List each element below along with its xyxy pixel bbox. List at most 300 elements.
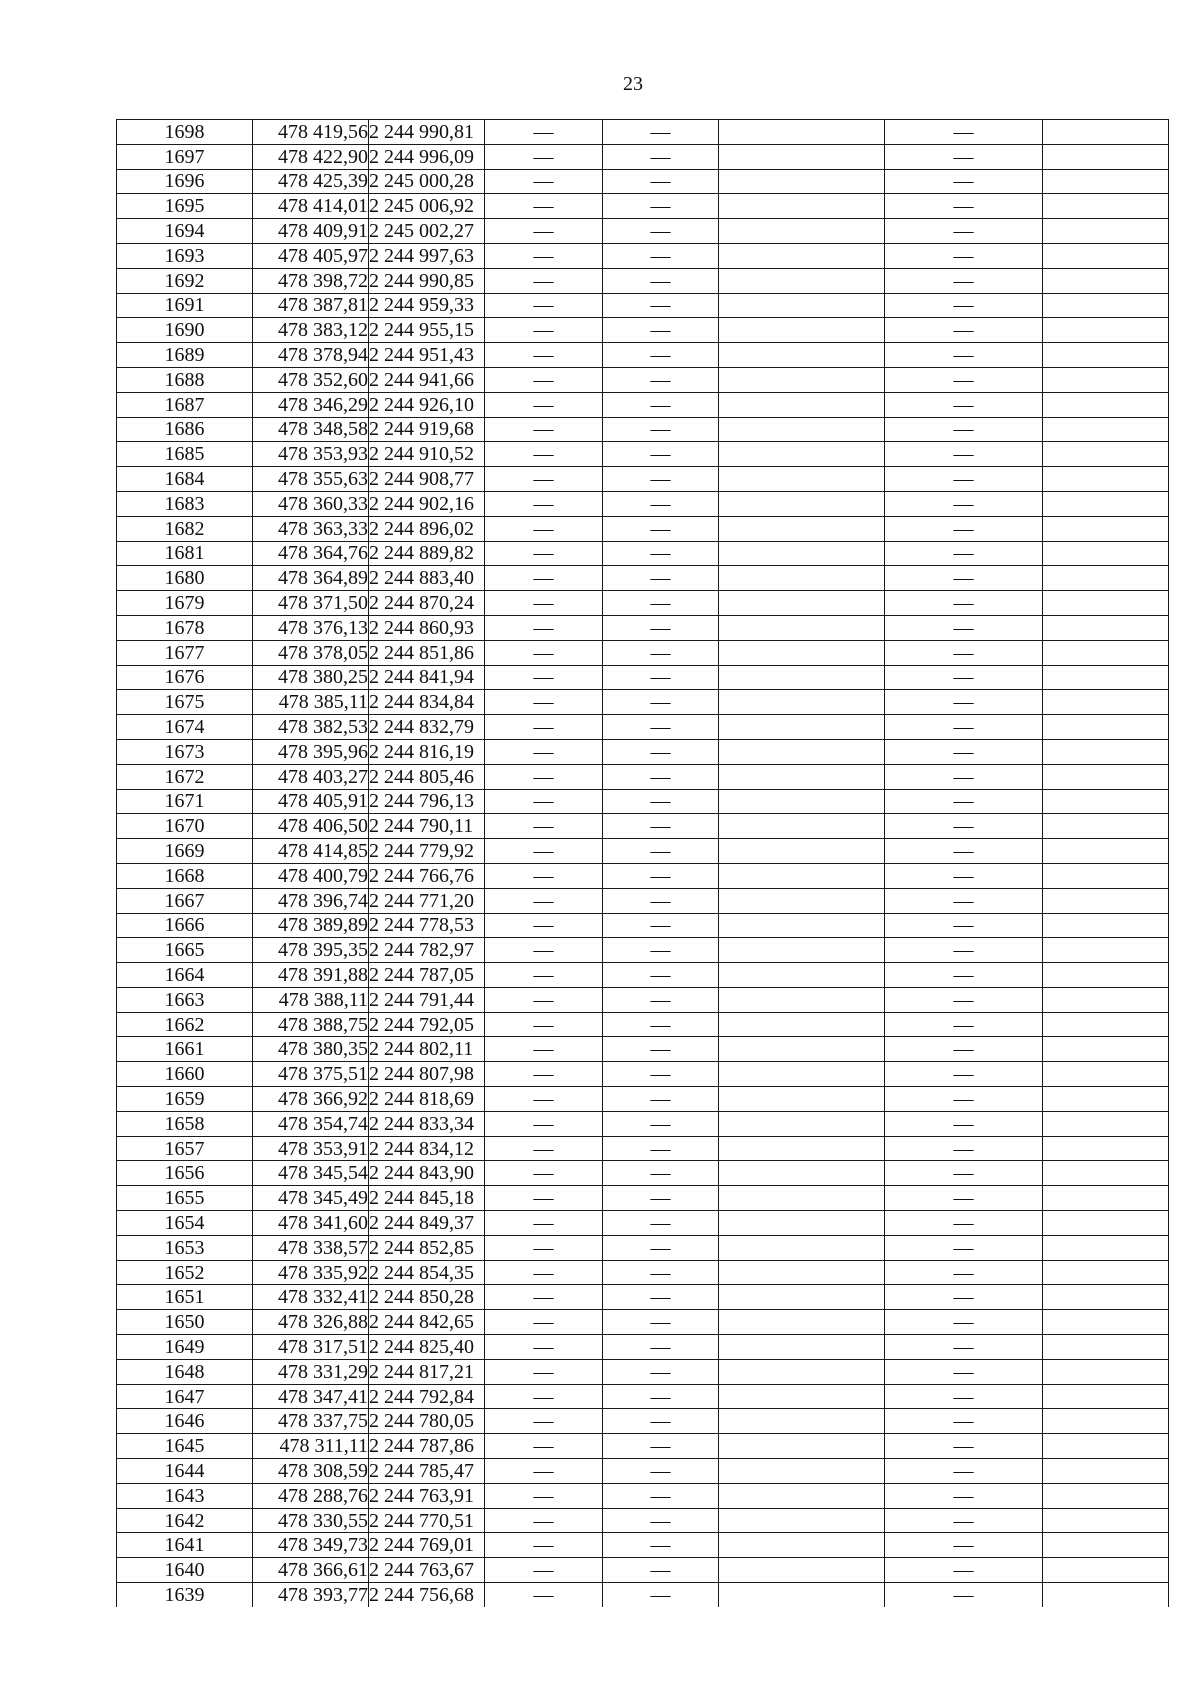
table-row <box>117 1558 1169 1583</box>
empty-cell <box>1043 442 1169 467</box>
x-coordinate-cell: 478 345,54 <box>253 1161 369 1186</box>
dash-cell: — <box>885 1583 1043 1607</box>
dash-cell: — <box>485 243 603 268</box>
x-coordinate-cell: 478 425,39 <box>253 169 369 194</box>
empty-cell <box>719 367 885 392</box>
empty-cell <box>719 442 885 467</box>
y-coordinate-cell: 2 244 854,35 <box>369 1260 485 1285</box>
dash-cell: — <box>485 615 603 640</box>
dash-cell: — <box>603 1285 719 1310</box>
empty-cell <box>1043 194 1169 219</box>
y-coordinate-cell: 2 244 919,68 <box>369 417 485 442</box>
dash-cell: — <box>485 194 603 219</box>
y-coordinate-cell: 2 244 825,40 <box>369 1335 485 1360</box>
table-row <box>117 1384 1169 1409</box>
empty-cell <box>719 516 885 541</box>
empty-cell <box>1043 293 1169 318</box>
y-coordinate-cell: 2 244 780,05 <box>369 1409 485 1434</box>
table-row <box>117 516 1169 541</box>
dash-cell: — <box>885 938 1043 963</box>
dash-cell: — <box>485 987 603 1012</box>
x-coordinate-cell: 478 382,53 <box>253 715 369 740</box>
point-number-cell: 1643 <box>117 1483 253 1508</box>
dash-cell: — <box>485 839 603 864</box>
point-number-cell: 1689 <box>117 343 253 368</box>
y-coordinate-cell: 2 244 833,34 <box>369 1111 485 1136</box>
dash-cell: — <box>885 1459 1043 1484</box>
x-coordinate-cell: 478 352,60 <box>253 367 369 392</box>
y-coordinate-cell: 2 244 792,84 <box>369 1384 485 1409</box>
y-coordinate-cell: 2 244 778,53 <box>369 913 485 938</box>
table-row <box>117 1434 1169 1459</box>
dash-cell: — <box>485 1285 603 1310</box>
y-coordinate-cell: 2 244 763,67 <box>369 1558 485 1583</box>
empty-cell <box>719 1359 885 1384</box>
point-number-cell: 1667 <box>117 888 253 913</box>
dash-cell: — <box>603 640 719 665</box>
dash-cell: — <box>885 541 1043 566</box>
dash-cell: — <box>885 1037 1043 1062</box>
x-coordinate-cell: 478 378,05 <box>253 640 369 665</box>
x-coordinate-cell: 478 398,72 <box>253 268 369 293</box>
y-coordinate-cell: 2 244 802,11 <box>369 1037 485 1062</box>
dash-cell: — <box>485 591 603 616</box>
x-coordinate-cell: 478 311,11 <box>253 1434 369 1459</box>
empty-cell <box>719 268 885 293</box>
table-row <box>117 318 1169 343</box>
dash-cell: — <box>885 1483 1043 1508</box>
point-number-cell: 1644 <box>117 1459 253 1484</box>
empty-cell <box>1043 1235 1169 1260</box>
dash-cell: — <box>603 665 719 690</box>
dash-cell: — <box>885 1260 1043 1285</box>
point-number-cell: 1649 <box>117 1335 253 1360</box>
x-coordinate-cell: 478 396,74 <box>253 888 369 913</box>
point-number-cell: 1676 <box>117 665 253 690</box>
x-coordinate-cell: 478 414,85 <box>253 839 369 864</box>
dash-cell: — <box>885 169 1043 194</box>
dash-cell: — <box>485 169 603 194</box>
x-coordinate-cell: 478 395,96 <box>253 739 369 764</box>
x-coordinate-cell: 478 317,51 <box>253 1335 369 1360</box>
empty-cell <box>1043 541 1169 566</box>
table-row <box>117 888 1169 913</box>
empty-cell <box>719 963 885 988</box>
point-number-cell: 1693 <box>117 243 253 268</box>
y-coordinate-cell: 2 244 941,66 <box>369 367 485 392</box>
empty-cell <box>1043 392 1169 417</box>
empty-cell <box>719 1062 885 1087</box>
dash-cell: — <box>885 863 1043 888</box>
table-row <box>117 665 1169 690</box>
y-coordinate-cell: 2 244 842,65 <box>369 1310 485 1335</box>
empty-cell <box>719 938 885 963</box>
dash-cell: — <box>485 665 603 690</box>
point-number-cell: 1691 <box>117 293 253 318</box>
dash-cell: — <box>603 318 719 343</box>
table-row <box>117 343 1169 368</box>
dash-cell: — <box>885 367 1043 392</box>
dash-cell: — <box>603 491 719 516</box>
table-row <box>117 814 1169 839</box>
y-coordinate-cell: 2 244 926,10 <box>369 392 485 417</box>
empty-cell <box>1043 144 1169 169</box>
point-number-cell: 1640 <box>117 1558 253 1583</box>
empty-cell <box>719 120 885 145</box>
empty-cell <box>719 839 885 864</box>
dash-cell: — <box>485 764 603 789</box>
empty-cell <box>719 1136 885 1161</box>
dash-cell: — <box>885 1087 1043 1112</box>
x-coordinate-cell: 478 360,33 <box>253 491 369 516</box>
point-number-cell: 1686 <box>117 417 253 442</box>
y-coordinate-cell: 2 244 902,16 <box>369 491 485 516</box>
dash-cell: — <box>885 392 1043 417</box>
y-coordinate-cell: 2 244 807,98 <box>369 1062 485 1087</box>
empty-cell <box>719 739 885 764</box>
dash-cell: — <box>603 1434 719 1459</box>
empty-cell <box>719 243 885 268</box>
point-number-cell: 1664 <box>117 963 253 988</box>
empty-cell <box>1043 318 1169 343</box>
empty-cell <box>1043 789 1169 814</box>
table-row <box>117 863 1169 888</box>
dash-cell: — <box>603 913 719 938</box>
x-coordinate-cell: 478 419,56 <box>253 120 369 145</box>
x-coordinate-cell: 478 353,93 <box>253 442 369 467</box>
y-coordinate-cell: 2 244 805,46 <box>369 764 485 789</box>
table-row <box>117 1459 1169 1484</box>
dash-cell: — <box>485 789 603 814</box>
point-number-cell: 1663 <box>117 987 253 1012</box>
x-coordinate-cell: 478 385,11 <box>253 690 369 715</box>
x-coordinate-cell: 478 388,11 <box>253 987 369 1012</box>
empty-cell <box>719 1459 885 1484</box>
table-row <box>117 1583 1169 1607</box>
dash-cell: — <box>603 715 719 740</box>
empty-cell <box>719 293 885 318</box>
empty-cell <box>719 318 885 343</box>
dash-cell: — <box>485 1359 603 1384</box>
y-coordinate-cell: 2 244 841,94 <box>369 665 485 690</box>
dash-cell: — <box>485 913 603 938</box>
empty-cell <box>1043 1087 1169 1112</box>
point-number-cell: 1684 <box>117 467 253 492</box>
dash-cell: — <box>603 690 719 715</box>
x-coordinate-cell: 478 348,58 <box>253 417 369 442</box>
dash-cell: — <box>485 1483 603 1508</box>
empty-cell <box>1043 417 1169 442</box>
empty-cell <box>1043 1409 1169 1434</box>
dash-cell: — <box>603 938 719 963</box>
dash-cell: — <box>885 467 1043 492</box>
table-row <box>117 913 1169 938</box>
x-coordinate-cell: 478 363,33 <box>253 516 369 541</box>
empty-cell <box>719 1211 885 1236</box>
x-coordinate-cell: 478 364,76 <box>253 541 369 566</box>
empty-cell <box>719 1161 885 1186</box>
dash-cell: — <box>603 1235 719 1260</box>
x-coordinate-cell: 478 403,27 <box>253 764 369 789</box>
x-coordinate-cell: 478 335,92 <box>253 1260 369 1285</box>
empty-cell <box>1043 1335 1169 1360</box>
empty-cell <box>719 1186 885 1211</box>
empty-cell <box>1043 690 1169 715</box>
empty-cell <box>1043 715 1169 740</box>
y-coordinate-cell: 2 244 818,69 <box>369 1087 485 1112</box>
table-row <box>117 640 1169 665</box>
dash-cell: — <box>485 938 603 963</box>
table-row <box>117 1359 1169 1384</box>
x-coordinate-cell: 478 326,88 <box>253 1310 369 1335</box>
empty-cell <box>1043 1211 1169 1236</box>
empty-cell <box>719 219 885 244</box>
table-row <box>117 739 1169 764</box>
x-coordinate-cell: 478 405,97 <box>253 243 369 268</box>
x-coordinate-cell: 478 349,73 <box>253 1533 369 1558</box>
dash-cell: — <box>603 789 719 814</box>
empty-cell <box>1043 1558 1169 1583</box>
table-row <box>117 268 1169 293</box>
x-coordinate-cell: 478 400,79 <box>253 863 369 888</box>
y-coordinate-cell: 2 244 959,33 <box>369 293 485 318</box>
y-coordinate-cell: 2 244 792,05 <box>369 1012 485 1037</box>
empty-cell <box>719 987 885 1012</box>
table-row <box>117 764 1169 789</box>
y-coordinate-cell: 2 244 990,85 <box>369 268 485 293</box>
dash-cell: — <box>603 1087 719 1112</box>
x-coordinate-cell: 478 378,94 <box>253 343 369 368</box>
x-coordinate-cell: 478 371,50 <box>253 591 369 616</box>
y-coordinate-cell: 2 244 843,90 <box>369 1161 485 1186</box>
table-row <box>117 243 1169 268</box>
dash-cell: — <box>603 1483 719 1508</box>
dash-cell: — <box>485 1111 603 1136</box>
dash-cell: — <box>485 1310 603 1335</box>
dash-cell: — <box>485 1136 603 1161</box>
dash-cell: — <box>485 467 603 492</box>
empty-cell <box>719 144 885 169</box>
y-coordinate-cell: 2 244 908,77 <box>369 467 485 492</box>
table-row <box>117 1483 1169 1508</box>
dash-cell: — <box>885 417 1043 442</box>
dash-cell: — <box>885 1558 1043 1583</box>
y-coordinate-cell: 2 244 779,92 <box>369 839 485 864</box>
x-coordinate-cell: 478 391,88 <box>253 963 369 988</box>
x-coordinate-cell: 478 308,59 <box>253 1459 369 1484</box>
empty-cell <box>719 1483 885 1508</box>
empty-cell <box>1043 243 1169 268</box>
empty-cell <box>719 1533 885 1558</box>
empty-cell <box>1043 640 1169 665</box>
empty-cell <box>719 640 885 665</box>
y-coordinate-cell: 2 244 791,44 <box>369 987 485 1012</box>
coordinates-table <box>116 119 1169 1607</box>
dash-cell: — <box>885 268 1043 293</box>
dash-cell: — <box>885 120 1043 145</box>
dash-cell: — <box>603 1409 719 1434</box>
dash-cell: — <box>603 467 719 492</box>
y-coordinate-cell: 2 244 851,86 <box>369 640 485 665</box>
table-row <box>117 293 1169 318</box>
dash-cell: — <box>485 367 603 392</box>
table-row <box>117 1037 1169 1062</box>
y-coordinate-cell: 2 244 790,11 <box>369 814 485 839</box>
table-row <box>117 1186 1169 1211</box>
dash-cell: — <box>885 814 1043 839</box>
dash-cell: — <box>885 913 1043 938</box>
point-number-cell: 1692 <box>117 268 253 293</box>
table-row <box>117 1211 1169 1236</box>
point-number-cell: 1679 <box>117 591 253 616</box>
point-number-cell: 1685 <box>117 442 253 467</box>
y-coordinate-cell: 2 244 845,18 <box>369 1186 485 1211</box>
empty-cell <box>1043 1260 1169 1285</box>
y-coordinate-cell: 2 244 870,24 <box>369 591 485 616</box>
point-number-cell: 1654 <box>117 1211 253 1236</box>
point-number-cell: 1672 <box>117 764 253 789</box>
empty-cell <box>1043 1583 1169 1607</box>
x-coordinate-cell: 478 337,75 <box>253 1409 369 1434</box>
dash-cell: — <box>485 1062 603 1087</box>
y-coordinate-cell: 2 244 832,79 <box>369 715 485 740</box>
dash-cell: — <box>485 541 603 566</box>
empty-cell <box>1043 1459 1169 1484</box>
y-coordinate-cell: 2 244 896,02 <box>369 516 485 541</box>
empty-cell <box>1043 1285 1169 1310</box>
table-row <box>117 987 1169 1012</box>
dash-cell: — <box>485 1583 603 1607</box>
dash-cell: — <box>603 219 719 244</box>
table-row <box>117 789 1169 814</box>
dash-cell: — <box>603 963 719 988</box>
y-coordinate-cell: 2 244 771,20 <box>369 888 485 913</box>
x-coordinate-cell: 478 389,89 <box>253 913 369 938</box>
dash-cell: — <box>603 1359 719 1384</box>
table-row <box>117 715 1169 740</box>
dash-cell: — <box>885 764 1043 789</box>
dash-cell: — <box>485 392 603 417</box>
dash-cell: — <box>885 1161 1043 1186</box>
dash-cell: — <box>885 516 1043 541</box>
empty-cell <box>1043 888 1169 913</box>
empty-cell <box>719 541 885 566</box>
point-number-cell: 1660 <box>117 1062 253 1087</box>
point-number-cell: 1651 <box>117 1285 253 1310</box>
dash-cell: — <box>885 1508 1043 1533</box>
empty-cell <box>1043 1037 1169 1062</box>
empty-cell <box>719 1260 885 1285</box>
y-coordinate-cell: 2 244 817,21 <box>369 1359 485 1384</box>
dash-cell: — <box>603 1310 719 1335</box>
point-number-cell: 1642 <box>117 1508 253 1533</box>
point-number-cell: 1648 <box>117 1359 253 1384</box>
dash-cell: — <box>603 392 719 417</box>
empty-cell <box>719 467 885 492</box>
dash-cell: — <box>885 1359 1043 1384</box>
dash-cell: — <box>603 367 719 392</box>
dash-cell: — <box>603 169 719 194</box>
y-coordinate-cell: 2 244 763,91 <box>369 1483 485 1508</box>
dash-cell: — <box>485 293 603 318</box>
point-number-cell: 1696 <box>117 169 253 194</box>
empty-cell <box>719 690 885 715</box>
empty-cell <box>1043 367 1169 392</box>
empty-cell <box>1043 764 1169 789</box>
point-number-cell: 1653 <box>117 1235 253 1260</box>
empty-cell <box>719 1087 885 1112</box>
dash-cell: — <box>485 1459 603 1484</box>
dash-cell: — <box>485 566 603 591</box>
x-coordinate-cell: 478 375,51 <box>253 1062 369 1087</box>
x-coordinate-cell: 478 406,50 <box>253 814 369 839</box>
empty-cell <box>719 888 885 913</box>
page-number: 23 <box>623 73 643 95</box>
empty-cell <box>719 1235 885 1260</box>
dash-cell: — <box>485 739 603 764</box>
point-number-cell: 1658 <box>117 1111 253 1136</box>
point-number-cell: 1680 <box>117 566 253 591</box>
empty-cell <box>719 491 885 516</box>
dash-cell: — <box>603 1161 719 1186</box>
dash-cell: — <box>485 417 603 442</box>
dash-cell: — <box>603 442 719 467</box>
dash-cell: — <box>603 764 719 789</box>
empty-cell <box>1043 863 1169 888</box>
dash-cell: — <box>885 665 1043 690</box>
dash-cell: — <box>885 987 1043 1012</box>
dash-cell: — <box>885 491 1043 516</box>
y-coordinate-cell: 2 244 769,01 <box>369 1533 485 1558</box>
table-row <box>117 839 1169 864</box>
empty-cell <box>719 591 885 616</box>
empty-cell <box>719 1508 885 1533</box>
empty-cell <box>1043 1310 1169 1335</box>
empty-cell <box>1043 1384 1169 1409</box>
dash-cell: — <box>885 1434 1043 1459</box>
table-row <box>117 1533 1169 1558</box>
dash-cell: — <box>603 566 719 591</box>
dash-cell: — <box>485 1087 603 1112</box>
y-coordinate-cell: 2 244 787,86 <box>369 1434 485 1459</box>
dash-cell: — <box>603 1062 719 1087</box>
x-coordinate-cell: 478 366,92 <box>253 1087 369 1112</box>
point-number-cell: 1674 <box>117 715 253 740</box>
point-number-cell: 1646 <box>117 1409 253 1434</box>
dash-cell: — <box>603 1533 719 1558</box>
dash-cell: — <box>885 566 1043 591</box>
dash-cell: — <box>603 863 719 888</box>
empty-cell <box>719 863 885 888</box>
dash-cell: — <box>603 268 719 293</box>
dash-cell: — <box>885 293 1043 318</box>
dash-cell: — <box>603 1508 719 1533</box>
empty-cell <box>1043 1186 1169 1211</box>
empty-cell <box>1043 938 1169 963</box>
point-number-cell: 1655 <box>117 1186 253 1211</box>
dash-cell: — <box>485 516 603 541</box>
y-coordinate-cell: 2 244 852,85 <box>369 1235 485 1260</box>
dash-cell: — <box>885 1533 1043 1558</box>
x-coordinate-cell: 478 288,76 <box>253 1483 369 1508</box>
point-number-cell: 1639 <box>117 1583 253 1607</box>
point-number-cell: 1671 <box>117 789 253 814</box>
y-coordinate-cell: 2 245 000,28 <box>369 169 485 194</box>
table-row <box>117 1012 1169 1037</box>
dash-cell: — <box>485 1533 603 1558</box>
x-coordinate-cell: 478 332,41 <box>253 1285 369 1310</box>
dash-cell: — <box>885 243 1043 268</box>
